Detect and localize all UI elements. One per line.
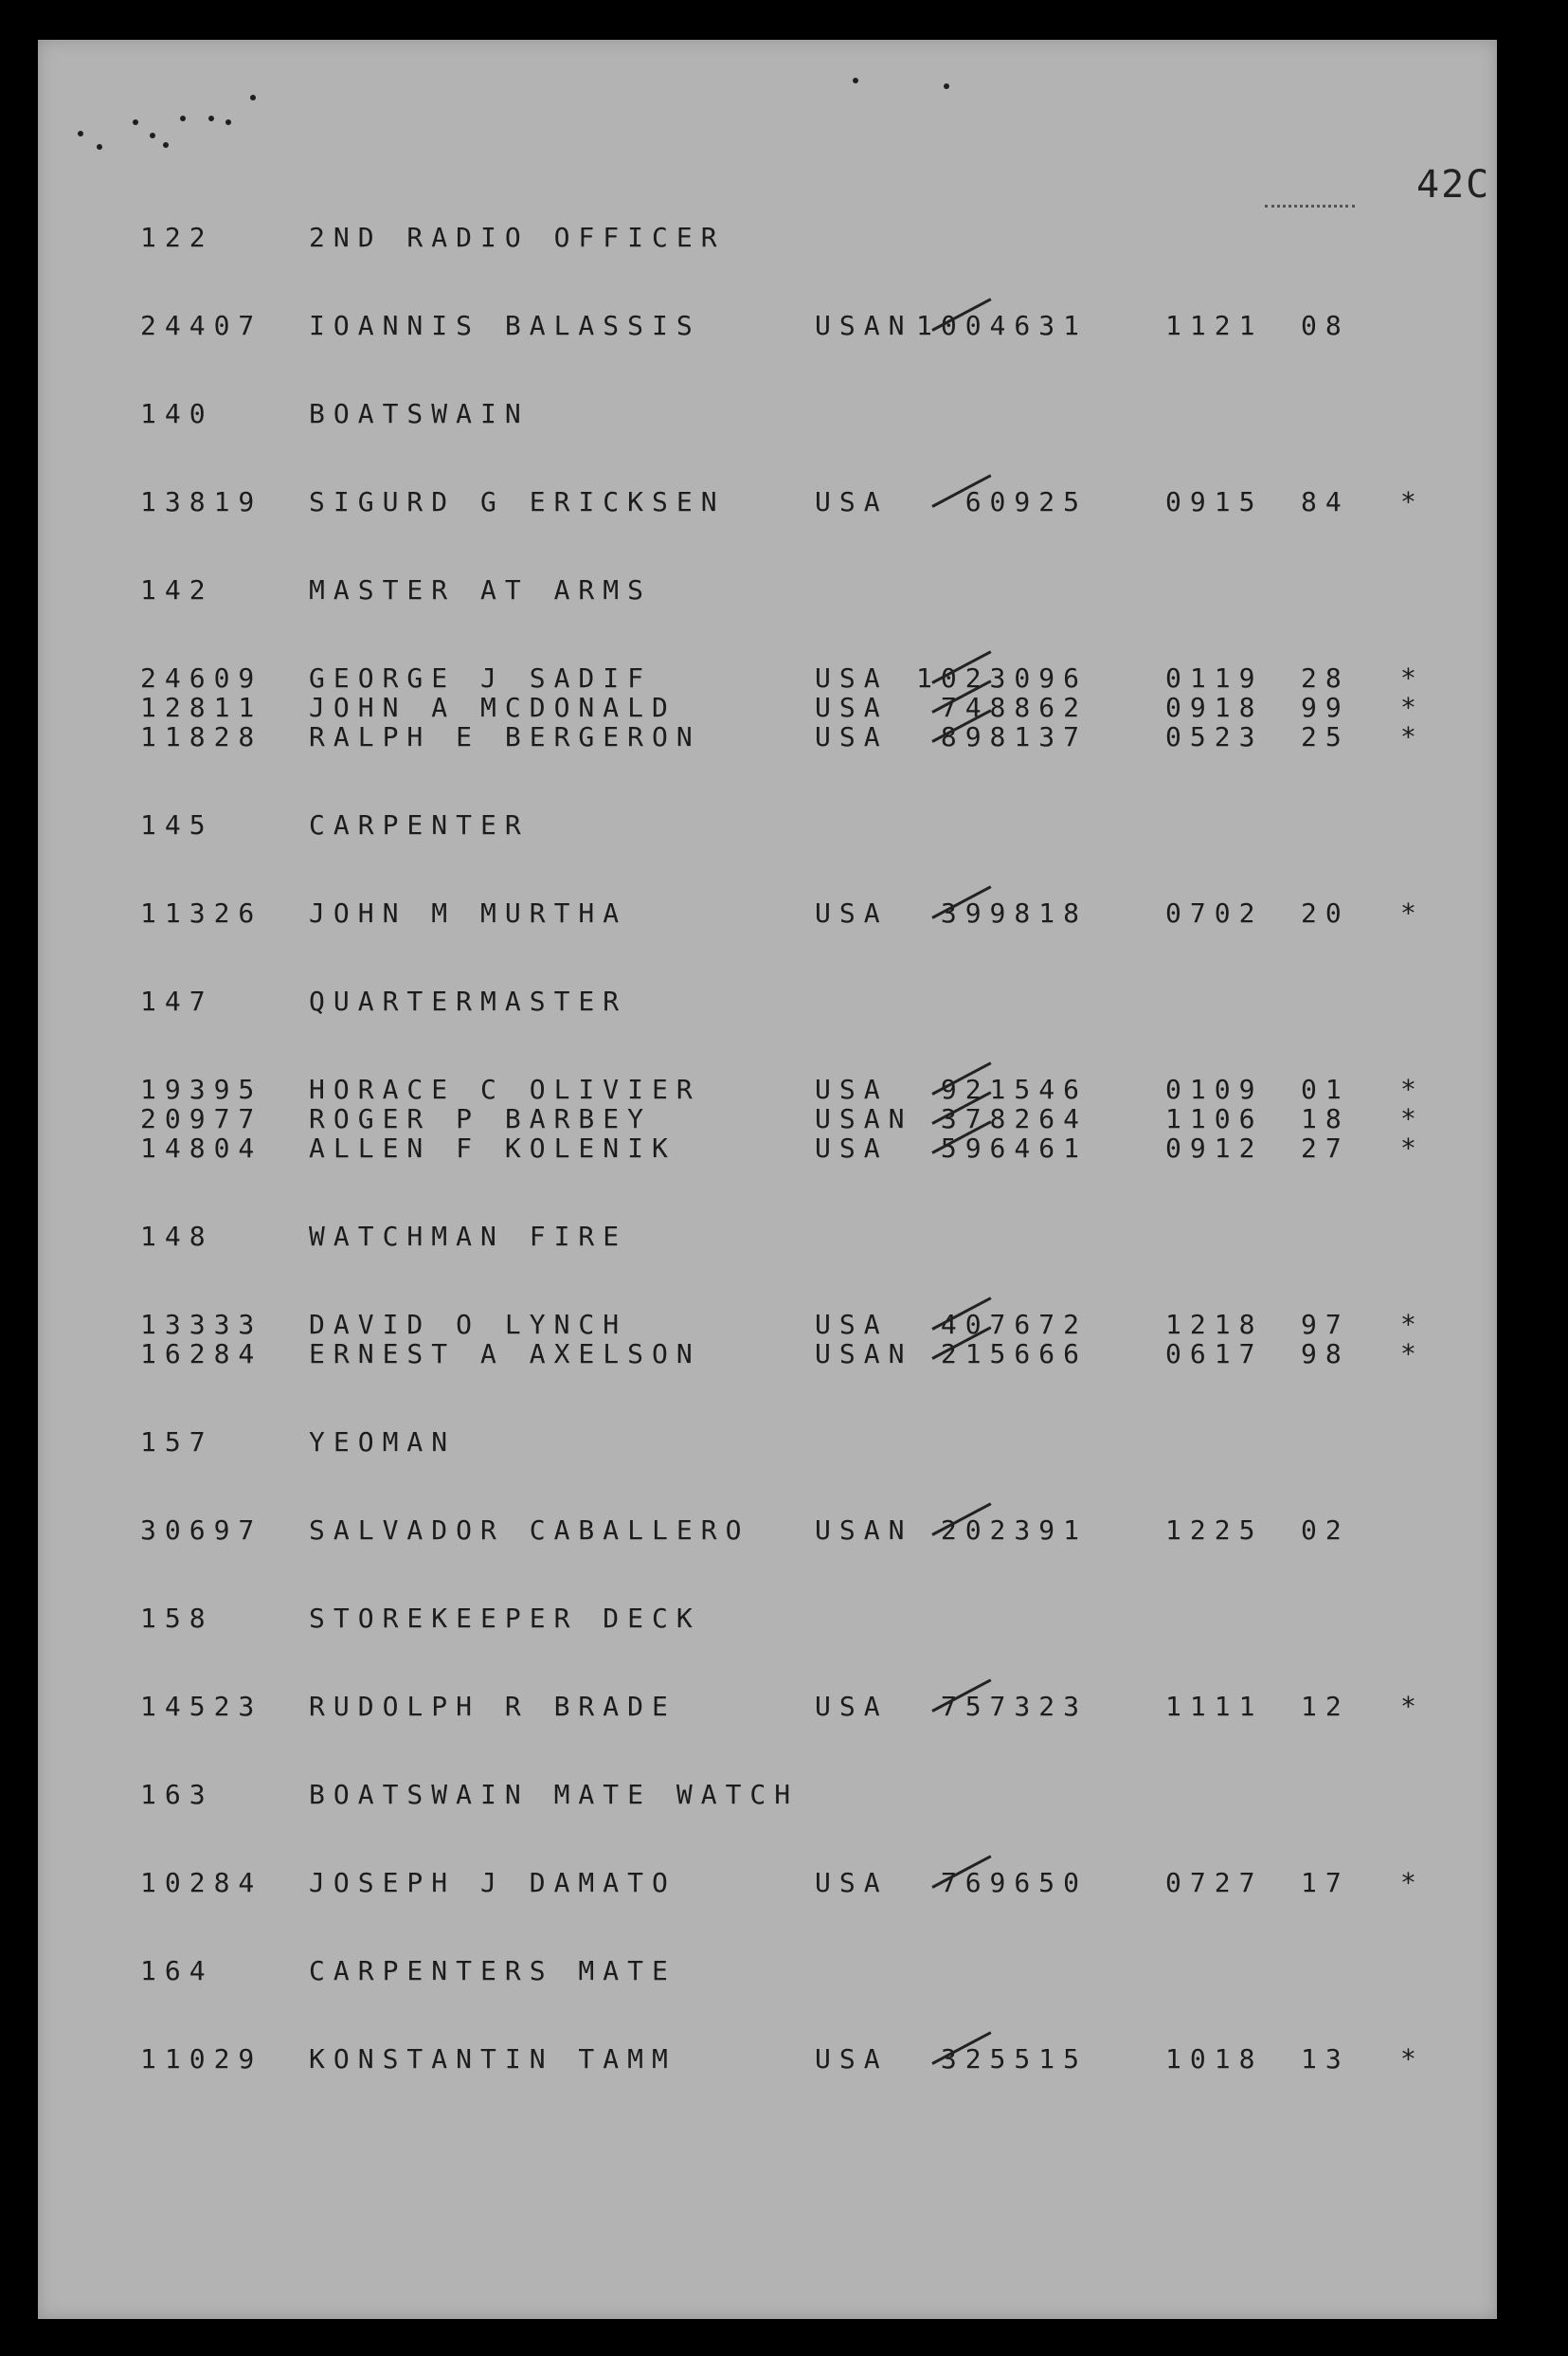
section-code: 148 [140,1221,214,1252]
record-number: 202391 [940,1514,1088,1546]
record-number: 60925 [964,486,1088,517]
record-name: JOHN M MURTHA [309,897,628,929]
record-date: 0912 [1165,1133,1264,1164]
record-date: 1225 [1165,1514,1264,1546]
record-year: 01 [1301,1074,1350,1105]
record-citizenship: USA [815,721,889,752]
record-number: 898137 [940,721,1088,752]
record-number: 1004631 [915,310,1088,341]
section-code: 164 [140,1955,214,1986]
punch-mark [97,144,102,150]
record-name: ROGER P BARBEY [309,1103,653,1134]
record-date: 1121 [1165,310,1264,341]
record-id: 11828 [140,721,263,752]
record-id: 11326 [140,897,263,929]
record-citizenship: USA [815,1074,889,1105]
section-code: 140 [140,398,214,429]
record-citizenship: USAN [815,1338,913,1369]
record-citizenship: USAN [815,310,913,341]
punch-mark [225,119,231,125]
record-citizenship: USA [815,662,889,694]
record-date: 0119 [1165,662,1264,694]
punch-mark [78,131,83,136]
record-year: 99 [1301,692,1350,723]
record-number: 407672 [940,1309,1088,1340]
record-date: 0109 [1165,1074,1264,1105]
record-year: 98 [1301,1338,1350,1369]
record-mark: * [1400,1867,1425,1898]
record-id: 14804 [140,1133,263,1164]
record-name: ERNEST A AXELSON [309,1338,701,1369]
document-sheet [38,40,1497,2319]
section-title: QUARTERMASTER [309,986,628,1017]
record-name: SIGURD G ERICKSEN [309,486,726,517]
record-citizenship: USAN [815,1103,913,1134]
record-year: 18 [1301,1103,1350,1134]
record-number: 215666 [940,1338,1088,1369]
section-code: 147 [140,986,214,1017]
section-title: YEOMAN [309,1426,457,1458]
record-citizenship: USA [815,486,889,517]
record-year: 25 [1301,721,1350,752]
record-date: 1018 [1165,2043,1264,2075]
record-year: 20 [1301,897,1350,929]
record-name: RALPH E BERGERON [309,721,701,752]
record-id: 13819 [140,486,263,517]
record-date: 1111 [1165,1691,1264,1722]
record-number: 757323 [940,1691,1088,1722]
section-code: 145 [140,809,214,841]
section-code: 157 [140,1426,214,1458]
section-title: CARPENTER [309,809,530,841]
punch-mark [208,116,214,121]
record-date: 1106 [1165,1103,1264,1134]
record-id: 14523 [140,1691,263,1722]
record-mark: * [1400,897,1425,929]
record-number: 769650 [940,1867,1088,1898]
record-number: 378264 [940,1103,1088,1134]
record-year: 84 [1301,486,1350,517]
record-name: JOHN A MCDONALD [309,692,676,723]
record-date: 1218 [1165,1309,1264,1340]
page-number: 42C [1416,163,1491,207]
record-mark: * [1400,692,1425,723]
record-name: RUDOLPH R BRADE [309,1691,676,1722]
record-mark: * [1400,1691,1425,1722]
punch-mark [163,142,169,148]
record-year: 28 [1301,662,1350,694]
ink-smudge [1265,205,1355,210]
punch-mark [250,95,256,100]
record-id: 11029 [140,2043,263,2075]
record-year: 02 [1301,1514,1350,1546]
punch-mark [133,119,138,125]
record-name: ALLEN F KOLENIK [309,1133,676,1164]
section-title: MASTER AT ARMS [309,574,653,606]
record-mark: * [1400,1103,1425,1134]
record-id: 10284 [140,1867,263,1898]
record-number: 921546 [940,1074,1088,1105]
record-id: 13333 [140,1309,263,1340]
record-number: 748862 [940,692,1088,723]
record-name: KONSTANTIN TAMM [309,2043,676,2075]
sheet-shading [38,40,1497,2319]
record-id: 20977 [140,1103,263,1134]
record-name: JOSEPH J DAMATO [309,1867,676,1898]
record-name: GEORGE J SADIF [309,662,653,694]
record-number: 399818 [940,897,1088,929]
record-number: 1023096 [915,662,1088,694]
record-mark: * [1400,721,1425,752]
section-code: 142 [140,574,214,606]
punch-mark [853,78,858,83]
record-citizenship: USA [815,2043,889,2075]
record-name: HORACE C OLIVIER [309,1074,701,1105]
record-citizenship: USAN [815,1514,913,1546]
record-citizenship: USA [815,1691,889,1722]
section-title: BOATSWAIN MATE WATCH [309,1779,800,1810]
section-code: 163 [140,1779,214,1810]
record-date: 0727 [1165,1867,1264,1898]
record-year: 17 [1301,1867,1350,1898]
record-year: 27 [1301,1133,1350,1164]
record-date: 0702 [1165,897,1264,929]
section-title: BOATSWAIN [309,398,530,429]
record-mark: * [1400,1309,1425,1340]
record-citizenship: USA [815,692,889,723]
record-mark: * [1400,662,1425,694]
punch-mark [180,116,186,121]
record-mark: * [1400,1074,1425,1105]
record-mark: * [1400,1338,1425,1369]
record-mark: * [1400,2043,1425,2075]
record-citizenship: USA [815,1133,889,1164]
section-title: CARPENTERS MATE [309,1955,676,1986]
punch-mark [944,83,949,89]
record-id: 30697 [140,1514,263,1546]
record-date: 0918 [1165,692,1264,723]
section-title: STOREKEEPER DECK [309,1603,701,1634]
record-year: 12 [1301,1691,1350,1722]
record-date: 0915 [1165,486,1264,517]
record-year: 97 [1301,1309,1350,1340]
section-title: WATCHMAN FIRE [309,1221,628,1252]
record-name: IOANNIS BALASSIS [309,310,701,341]
record-citizenship: USA [815,1309,889,1340]
record-mark: * [1400,486,1425,517]
record-id: 12811 [140,692,263,723]
record-year: 13 [1301,2043,1350,2075]
record-citizenship: USA [815,1867,889,1898]
record-mark: * [1400,1133,1425,1164]
section-code: 122 [140,222,214,253]
record-id: 24609 [140,662,263,694]
section-title: 2ND RADIO OFFICER [309,222,726,253]
record-number: 325515 [940,2043,1088,2075]
record-date: 0523 [1165,721,1264,752]
record-year: 08 [1301,310,1350,341]
record-name: DAVID O LYNCH [309,1309,628,1340]
record-number: 596461 [940,1133,1088,1164]
record-name: SALVADOR CABALLERO [309,1514,750,1546]
record-id: 19395 [140,1074,263,1105]
record-date: 0617 [1165,1338,1264,1369]
punch-mark [150,133,155,138]
record-id: 24407 [140,310,263,341]
record-id: 16284 [140,1338,263,1369]
section-code: 158 [140,1603,214,1634]
record-citizenship: USA [815,897,889,929]
